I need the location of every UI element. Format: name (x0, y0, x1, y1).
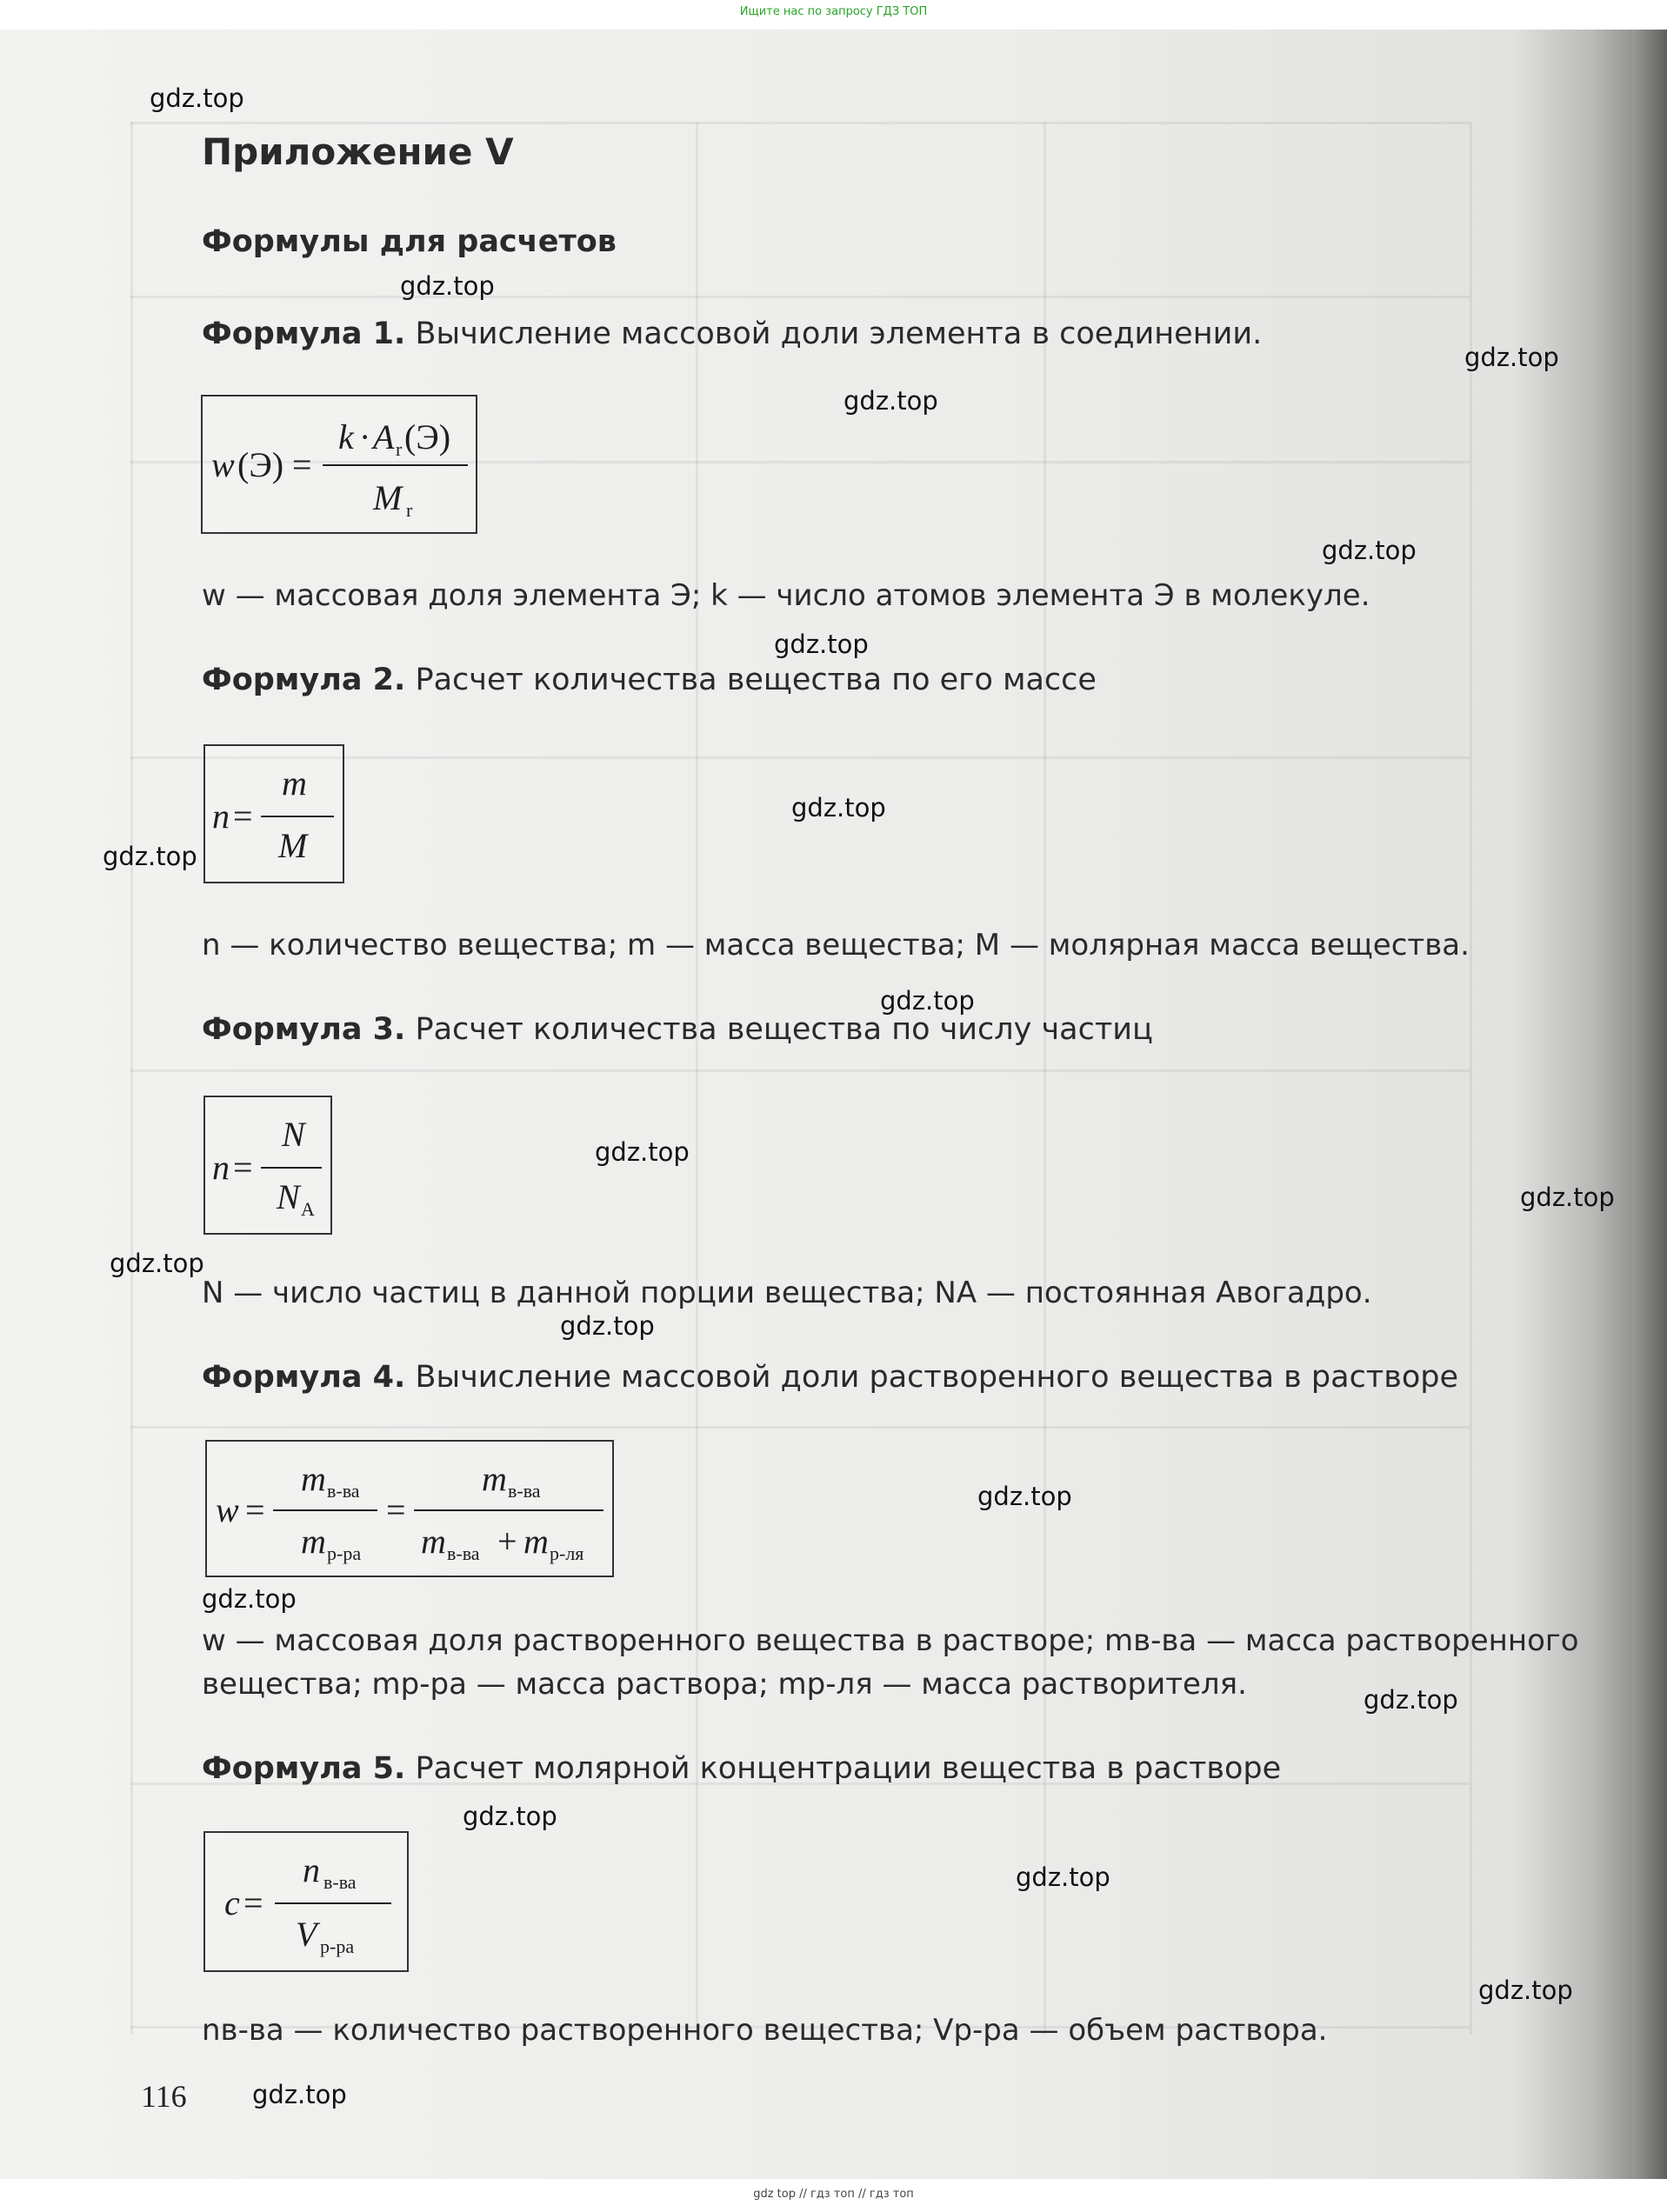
svg-text:в-ва: в-ва (323, 1871, 357, 1893)
watermark: gdz.top (103, 842, 197, 871)
formula-1-title (202, 316, 1262, 351)
watermark: gdz.top (1016, 1862, 1110, 1892)
svg-text:+: + (497, 1522, 517, 1561)
svg-text:=: = (233, 1148, 253, 1187)
svg-text:в-ва: в-ва (508, 1480, 541, 1502)
svg-text:r: r (406, 499, 413, 521)
formula-1-equation (203, 396, 476, 532)
formula-3-equation (205, 1097, 330, 1233)
svg-text:р-ра: р-ра (320, 1936, 355, 1957)
svg-text:M: M (278, 826, 308, 865)
svg-text:A: A (301, 1198, 315, 1220)
formula-4-description-line2: вещества; mр-ра — масса раствора; mр-ля — масса растворителя. (202, 1667, 1247, 1702)
watermark: gdz.top (1364, 1685, 1458, 1715)
formula-2-label: Формула 2. (202, 663, 406, 697)
svg-text:=: = (245, 1490, 265, 1529)
watermark: gdz.top (774, 630, 869, 659)
svg-text:в-ва: в-ва (327, 1480, 360, 1502)
watermark: gdz.top (844, 386, 938, 416)
formula-3-title (202, 1012, 1153, 1047)
watermark: gdz.top (110, 1249, 204, 1278)
formula-3-box (203, 1096, 332, 1235)
svg-text:M: M (373, 478, 403, 517)
svg-text:c: c (224, 1883, 240, 1922)
watermark: gdz.top (1478, 1975, 1573, 2005)
svg-text:A: A (373, 417, 395, 456)
watermark: gdz.top (1520, 1183, 1615, 1212)
svg-text:n: n (212, 796, 230, 836)
formula-3-title-text: Расчет количества вещества по числу частиц (415, 1012, 1153, 1047)
svg-text:w: w (211, 445, 235, 484)
watermark: gdz.top (1464, 343, 1559, 372)
formula-2-title-text: Расчет количества вещества по его массе (415, 663, 1097, 697)
svg-text:р-ра: р-ра (327, 1542, 362, 1564)
watermark: gdz.top (202, 1584, 297, 1614)
svg-text:р-ля: р-ля (550, 1542, 584, 1564)
svg-text:k: k (338, 417, 354, 456)
page-binding-shadow (1632, 30, 1667, 2179)
formula-5-title (202, 1751, 1281, 1786)
watermark: gdz.top (595, 1137, 690, 1167)
formula-2-box (203, 744, 344, 883)
formula-3-description: N — число частиц в данной порции вещества; NA — постоянная Авогадро. (202, 1276, 1372, 1310)
svg-text:в-ва: в-ва (447, 1542, 480, 1564)
formula-4-equation (207, 1442, 612, 1576)
formula-5-description: nв-ва — количество растворенного вещества; Vр-ра — объем раствора. (202, 2013, 1328, 2048)
formula-1-box (201, 395, 477, 534)
formula-1-label: Формула 1. (202, 316, 406, 351)
svg-text:m: m (301, 1459, 326, 1498)
svg-text:N: N (277, 1177, 300, 1216)
bottom-links[interactable]: gdz top // гдз топ // гдз топ (753, 2188, 914, 2201)
svg-text:=: = (243, 1883, 263, 1922)
section-title: Формулы для расчетов (202, 224, 617, 259)
svg-text:m: m (523, 1522, 549, 1561)
watermark: gdz.top (252, 2080, 347, 2109)
svg-text:(Э) =: (Э) = (237, 445, 312, 484)
watermark: gdz.top (1322, 536, 1417, 565)
watermark: gdz.top (977, 1482, 1072, 1511)
formula-3-label: Формула 3. (202, 1012, 406, 1047)
svg-text:m: m (282, 763, 307, 803)
watermark: gdz.top (463, 1802, 557, 1831)
watermark: gdz.top (791, 793, 886, 823)
svg-text:m: m (421, 1522, 446, 1561)
svg-text:m: m (301, 1522, 326, 1561)
formula-1-title-text: Вычисление массовой доли элемента в соединении. (415, 316, 1263, 351)
formula-4-title-text: Вычисление массовой доли растворенного вещества в растворе (415, 1360, 1459, 1395)
svg-text:r: r (396, 438, 403, 460)
appendix-title: Приложение V (202, 130, 514, 173)
formula-5-title-text: Расчет молярной концентрации вещества в растворе (415, 1751, 1282, 1786)
formula-4-description-line1: w — массовая доля растворенного вещества в растворе; mв-ва — масса растворенного (202, 1623, 1579, 1658)
svg-text:n: n (303, 1850, 320, 1889)
svg-text:(Э): (Э) (404, 417, 451, 456)
watermark: gdz.top (400, 271, 495, 301)
svg-text:N: N (282, 1115, 305, 1154)
formula-2-description: n — количество вещества; m — масса вещества; M — молярная масса вещества. (202, 928, 1470, 963)
formula-4-box (205, 1440, 614, 1577)
formula-1-description: w — массовая доля элемента Э; k — число атомов элемента Э в молекуле. (202, 578, 1370, 613)
svg-text:=: = (233, 796, 253, 836)
svg-text:·: · (359, 417, 371, 456)
watermark: gdz.top (880, 986, 975, 1016)
svg-text:m: m (482, 1459, 507, 1498)
svg-text:w: w (216, 1490, 239, 1529)
watermark: gdz.top (560, 1311, 655, 1341)
page-number: 116 (141, 2079, 187, 2114)
top-search-link[interactable]: Ищите нас по запросу ГДЗ ТОП (739, 5, 928, 18)
formula-4-title (202, 1360, 1458, 1395)
svg-text:n: n (212, 1148, 230, 1187)
formula-5-box (203, 1831, 409, 1972)
watermark: gdz.top (150, 83, 244, 113)
formula-2-equation (205, 746, 343, 882)
formula-5-equation (205, 1833, 407, 1970)
formula-2-title (202, 663, 1097, 697)
formula-4-label: Формула 4. (202, 1360, 406, 1395)
formula-5-label: Формула 5. (202, 1751, 406, 1786)
svg-text:V: V (296, 1915, 317, 1954)
svg-text:=: = (386, 1490, 406, 1529)
